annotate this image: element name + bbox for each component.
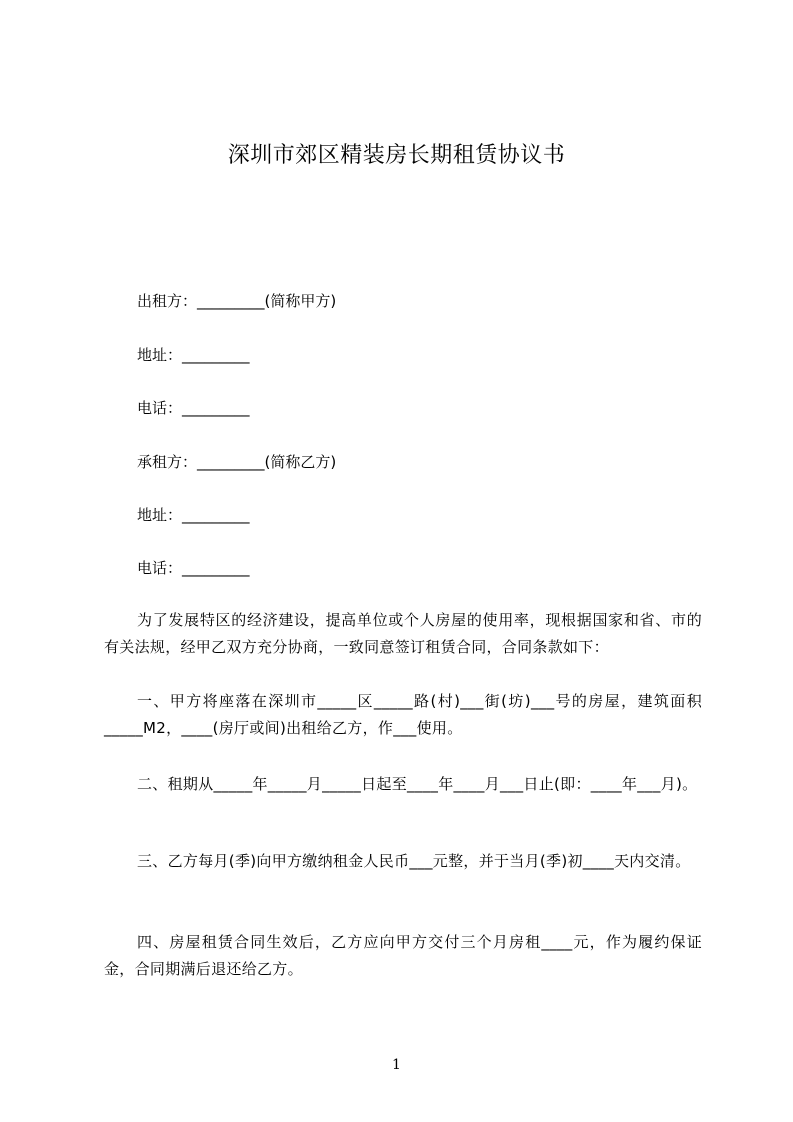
lessee-phone-field: 电话：_________	[137, 559, 250, 577]
lessee-field: 承租方：_________(简称乙方)	[137, 453, 337, 471]
clause-4-paragraph: 四、房屋租赁合同生效后，乙方应向甲方交付三个月房租____元，作为履约保证金，合同期满后退还给乙方。	[104, 933, 702, 978]
lessor-phone-field: 电话：_________	[137, 399, 250, 417]
lessor-address-field: 地址：_________	[137, 346, 250, 364]
page-number: 1	[392, 1057, 401, 1073]
clause-2-paragraph: 二、租期从_____年_____月_____日起至____年____月___日止(即：____年___月)。	[137, 775, 698, 793]
intro-paragraph: 为了发展特区的经济建设，提高单位或个人房屋的使用率，现根据国家和省、市的有关法规，经甲乙双方充分协商，一致同意签订租赁合同，合同条款如下：	[104, 611, 702, 656]
lessee-address-field: 地址：_________	[137, 506, 250, 524]
lessor-field: 出租方：_________(简称甲方)	[137, 292, 337, 310]
clause-3-paragraph: 三、乙方每月(季)向甲方缴纳租金人民币___元整，并于当月(季)初____天内交清。	[137, 852, 691, 870]
clause-1-paragraph: 一、甲方将座落在深圳市_____区_____路(村)___街(坊)___号的房屋，建筑面积_____M2，____(房厅或间)出租给乙方，作___使用。	[104, 692, 702, 737]
document-title: 深圳市郊区精装房长期租赁协议书	[227, 143, 566, 168]
